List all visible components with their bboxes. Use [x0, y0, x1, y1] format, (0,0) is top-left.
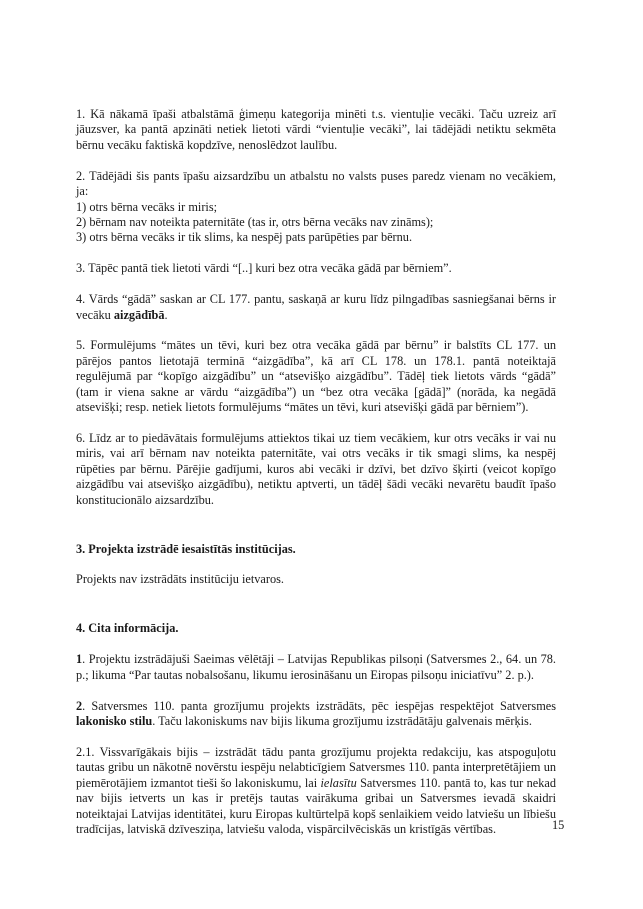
paragraph-4-bold-term: aizgādībā — [113, 307, 165, 322]
spacer — [76, 524, 556, 542]
item-bold-phrase: lakonisko stilu — [76, 713, 153, 728]
list-item: 1) otrs bērna vecāks ir miris; — [76, 199, 218, 214]
paragraph-4-end: . — [164, 307, 168, 322]
section-4-heading: 4. Cita informācija. — [76, 621, 179, 636]
list-item: 3) otrs bērna vecāks ir tik slims, ka nespēj pats parūpēties par bērnu. — [76, 230, 413, 245]
item-text: 2.1. Vissvarīgākais bijis – izstrādāt tādu panta grozījumu projekta redakciju, kas atspoguļotu tautas gribu un nākotnē novērstu iespēju nelabticīgiem Satversmes 110. panta interpretētājiem un piemērotājiem izmantot tieši šo lakoniskumu, lai — [76, 744, 556, 790]
section-4-item-1 — [76, 652, 556, 683]
item-text: . Taču lakoniskums nav bijis likuma grozījumu izstrādātāju galvenais mērķis. — [152, 713, 532, 728]
paragraph-4-text: 4. Vārds “gādā” saskan ar CL 177. pantu, saskaņā ar kuru līdz pilngadības sasniegšanai bērns ir vecāku — [76, 292, 556, 322]
paragraph-1: 1. Kā nākamā īpaši atbalstāmā ģimeņu kategorija minēti t.s. vientuļie vecāki. Taču uzreiz arī jāuzsver, ka pantā apzināti netiek lietoti vārdi “vientuļie vecāki”, lai tādējādi netiktu sekmēta bērnu vecāku faktiskā kopdzīve, nenoslēdzot laulību. — [76, 107, 556, 152]
section-3-heading: 3. Projekta izstrādē iesaistītās institūcijas. — [76, 541, 296, 556]
page-number: 15 — [552, 818, 565, 832]
paragraph-6: 6. Līdz ar to piedāvātais formulējums attiektos tikai uz tiem vecākiem, kur otrs vecāks ir vai nu miris, vai arī bērnam nav noteikta paternitāte, vai otrs vecāks ir tik smagi slims, ka nespēj rūpēties par bērnu. Pārējie gadījumi, kuros abi vecāki ir dzīvi, bet dzīvo šķirti (veicot kopīgo aizgādību vai atsevišķo aizgādību), netiktu aptverti, un tādēļ šādi vecāki nevarētu baudīt īpašo konstitucionālo aizsardzību. — [76, 431, 556, 507]
document-page — [76, 107, 556, 853]
item-italic-word: ielasītu — [320, 775, 357, 790]
paragraph-4 — [76, 292, 556, 323]
section-4-item-2-1 — [76, 745, 556, 837]
paragraph-5: 5. Formulējums “mātes un tēvi, kuri bez otra vecāka gādā par bērnu” ir balstīts CL 177. un pārējos pantos lietotajā terminā “aizgādība”, kā arī CL 178. un 178.1. pantā noteiktajā regulējumā par “kopīgo aizgādību” un “atsevišķo aizgādību”. Tādēļ tiek lietots vārds “gādā” (tam ir viena sakne ar vārdu “aizgādība”) un “bez otra vecāka [gādā]” (norāda, ka negādā atsevišķi; resp. netiek lietots formulējums “mātes un tēvi, kuri atsevišķi gādā par bērniem”). — [76, 338, 556, 415]
paragraph-2 — [76, 169, 556, 246]
item-text: . Projektu izstrādājuši Saeimas vēlētāji – Latvijas Republikas pilsoņi (Satversmes 2., 64. un 78. p.; likuma “Par tautas nobalsošanu, likumu ierosināšanu un Eiropas pilsoņu iniciatīvu” 2. p.). — [76, 652, 556, 682]
list-item: 2) bērnam nav noteikta paternitāte (tas ir, otrs bērna vecāks nav zināms); — [76, 214, 434, 229]
item-number: 1 — [76, 652, 83, 667]
paragraph-3: 3. Tāpēc pantā tiek lietoti vārdi “[..] kuri bez otra vecāka gādā par bērniem”. — [76, 261, 452, 276]
item-text: Satversmes 110. pantā to, kas tur nekad nav bijis ietverts un kas ir pretējs tautas vairākuma gribai un Satversmes ievadā skaidri noteiktajai Latvijas identitātei, kuru Eiropas kultūrtelpā kopš senlaikiem veido latviešu un lībiešu tradīcijas, latviskā dzīvesziņa, latviešu valoda, vispārcilvēciskās un kristīgās vērtības. — [76, 775, 556, 836]
item-text: . Satversmes 110. panta grozījumu projekts izstrādāts, pēc iespējas respektējot Satversmes — [82, 698, 556, 713]
item-number: 2 — [76, 698, 83, 713]
section-3-text: Projekts nav izstrādāts institūciju ietvaros. — [76, 572, 284, 587]
paragraph-2-intro: 2. Tādējādi šis pants īpašu aizsardzību un atbalstu no valsts puses paredz vienam no vecākiem, ja: — [76, 168, 556, 199]
section-4-item-2 — [76, 699, 556, 730]
spacer — [76, 603, 556, 621]
